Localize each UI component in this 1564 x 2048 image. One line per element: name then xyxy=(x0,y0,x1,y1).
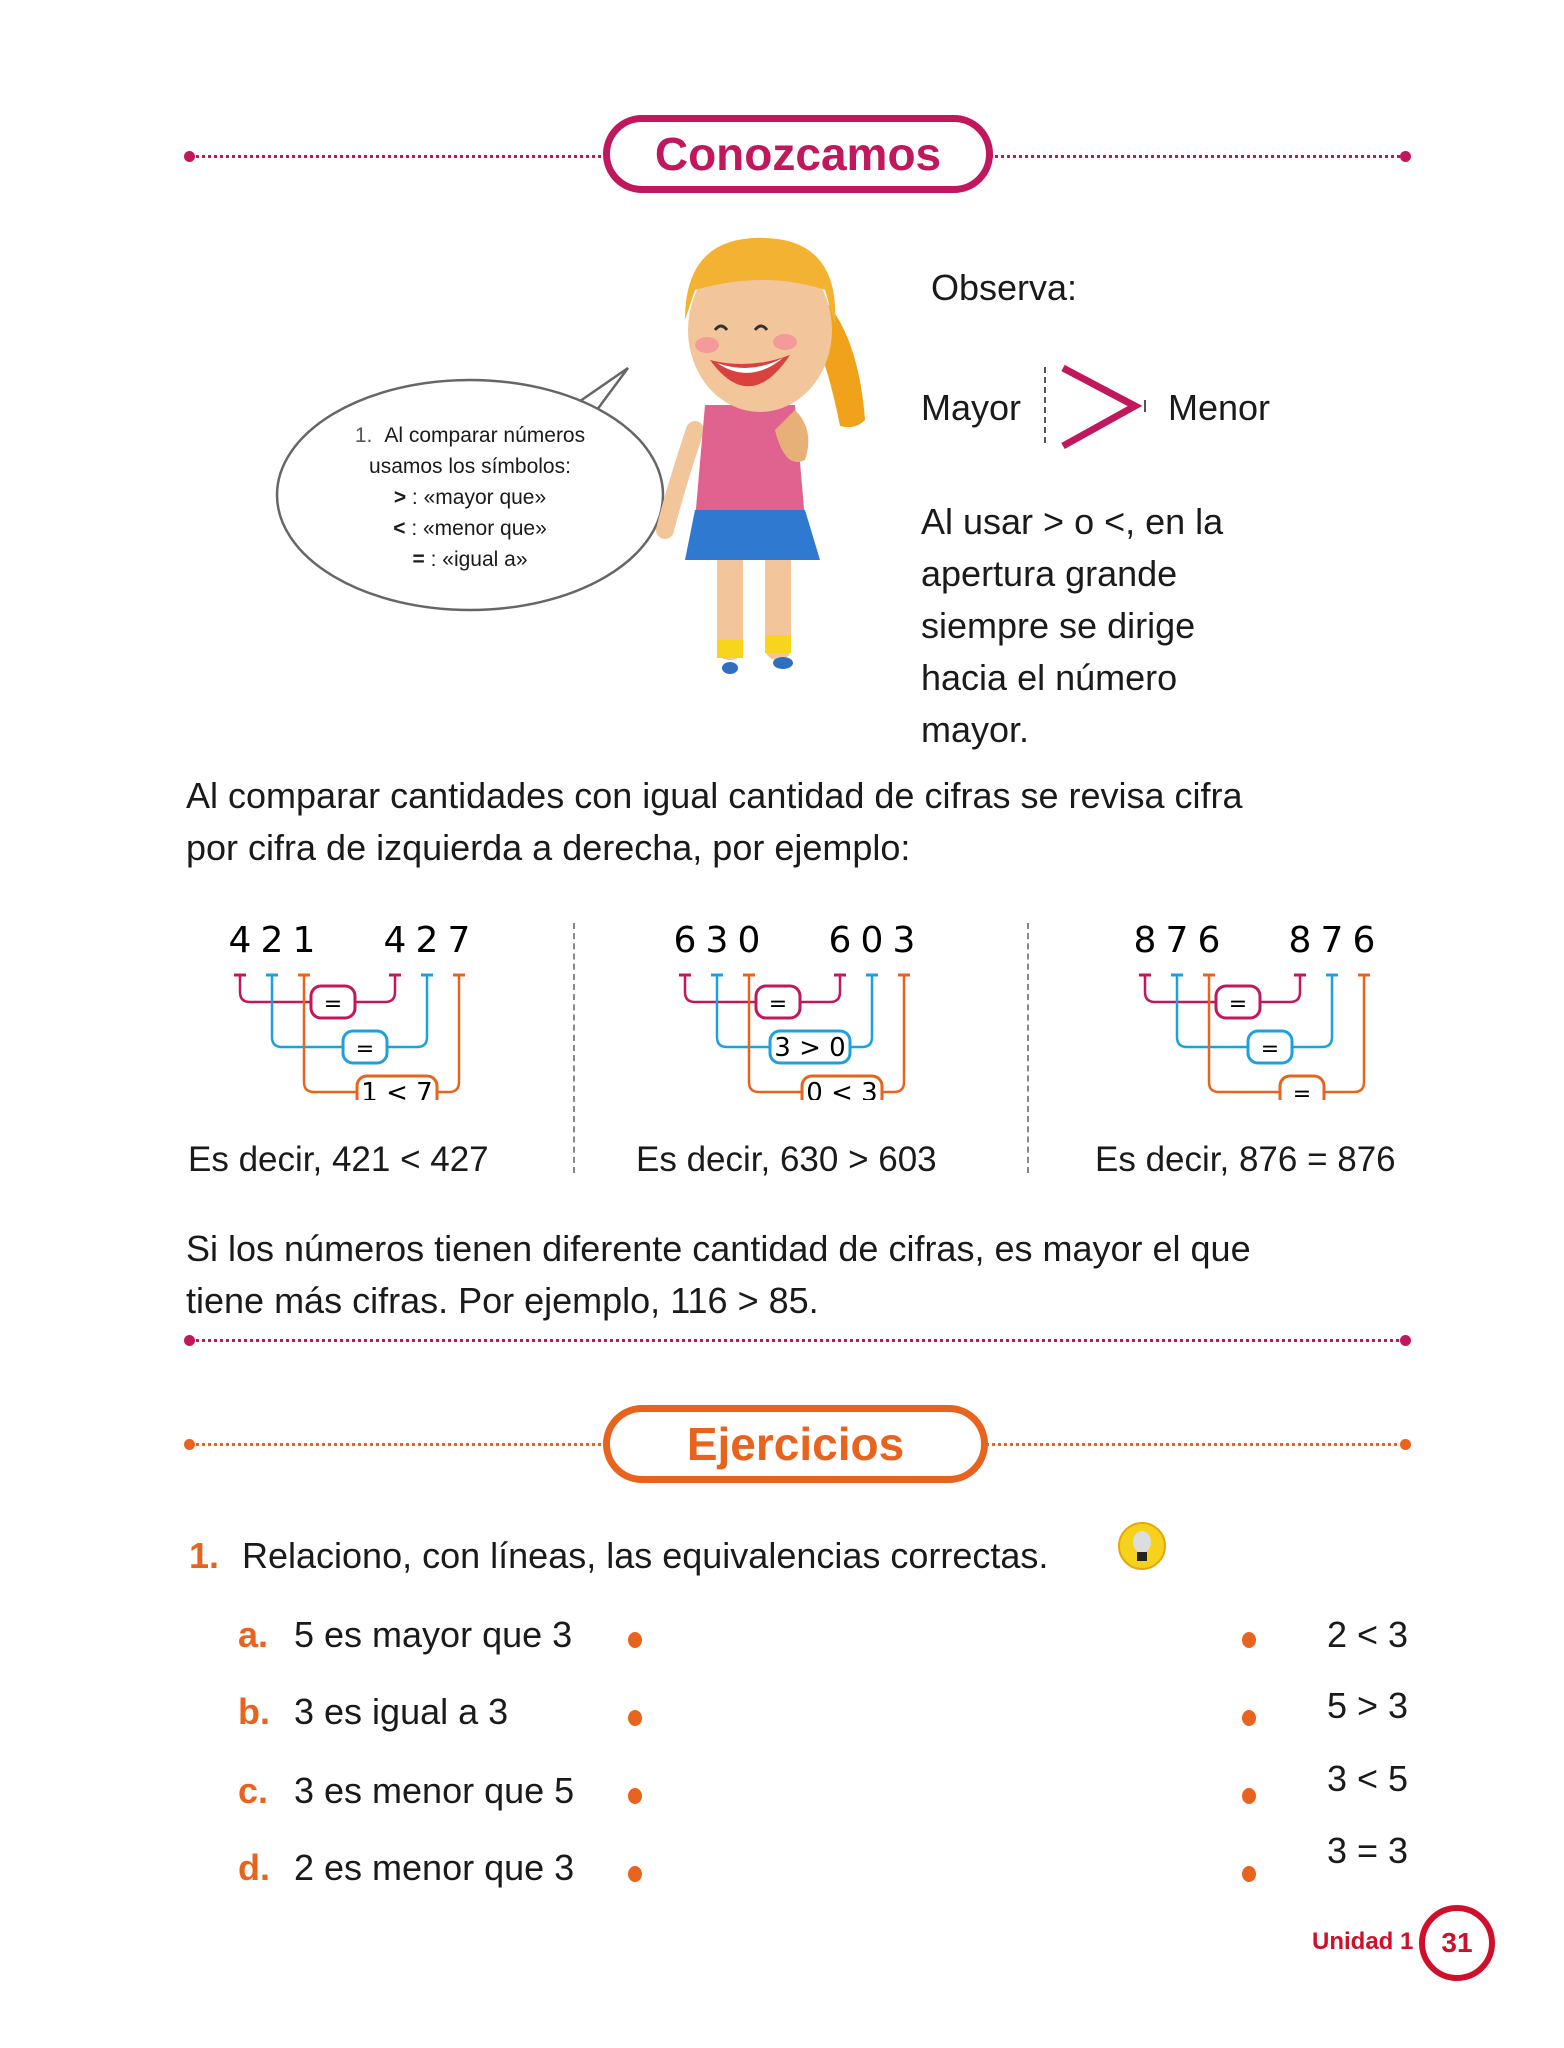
digit-first-number: 7 xyxy=(1165,920,1189,961)
question-1 xyxy=(189,1530,1048,1582)
ejercicios-divider-left xyxy=(189,1443,609,1446)
digit-second-number: 7 xyxy=(447,920,471,961)
digit-first-number: 2 xyxy=(260,920,284,961)
lt-desc: : «menor que» xyxy=(411,517,547,540)
match-right-1: 2 < 3 xyxy=(1327,1614,1409,1655)
example-summary-2: Es decir, 630 > 603 xyxy=(636,1140,937,1179)
digit-first-number: 6 xyxy=(1197,920,1221,961)
header-divider-right xyxy=(990,155,1405,158)
digit-first-number: 4 xyxy=(228,920,252,961)
match-right-2: 5 > 3 xyxy=(1327,1685,1409,1726)
divider-dot xyxy=(184,1335,195,1346)
equals-symbol: = xyxy=(412,548,425,571)
match-dot-left-b[interactable] xyxy=(628,1710,642,1726)
item-letter: b. xyxy=(238,1691,270,1732)
section-title-ejercicios xyxy=(603,1405,988,1483)
digit-first-number: 8 xyxy=(1133,920,1157,961)
page-number-badge xyxy=(1419,1905,1495,1981)
divider-dot xyxy=(184,1439,195,1450)
comparison-result-label: = xyxy=(1228,992,1248,1017)
match-left-a xyxy=(238,1614,572,1656)
explain-line: Al usar > o <, en la xyxy=(921,501,1224,542)
match-dot-right-3[interactable] xyxy=(1242,1788,1256,1804)
match-left-d xyxy=(238,1847,574,1889)
explain-line: siempre se dirige xyxy=(921,605,1196,646)
section-title-text: Conozcamos xyxy=(654,128,942,180)
question-number: 1. xyxy=(189,1535,220,1576)
match-dot-left-a[interactable] xyxy=(628,1632,642,1648)
comparison-diagram-1 xyxy=(205,900,505,1100)
digit-second-number: 4 xyxy=(383,920,407,961)
digit-second-number: 0 xyxy=(860,920,884,961)
item-letter: d. xyxy=(238,1847,270,1888)
comparison-result-label: = xyxy=(1260,1037,1280,1062)
digit-first-number: 0 xyxy=(737,920,761,961)
comparison-result-label: = xyxy=(323,992,343,1017)
divider-dot xyxy=(1400,151,1411,162)
bubble-gt xyxy=(320,482,620,513)
comparison-result-label: 3 > 0 xyxy=(774,1033,846,1063)
section-title-conozcamos xyxy=(603,115,993,193)
item-text: 3 es menor que 5 xyxy=(294,1770,575,1811)
comparison-diagram-2 xyxy=(650,900,950,1100)
comparison-result-label: = xyxy=(1292,1082,1312,1100)
match-left-c xyxy=(238,1770,574,1812)
explain-line: hacia el número xyxy=(921,657,1178,698)
comparison-result-label: = xyxy=(355,1037,375,1062)
different-line: Si los números tienen diferente cantidad de cifras, es mayor el que xyxy=(186,1228,1251,1269)
page-number: 31 xyxy=(1441,1927,1473,1958)
bubble-content xyxy=(320,420,620,575)
digit-second-number: 3 xyxy=(892,920,916,961)
digit-second-number: 6 xyxy=(828,920,852,961)
section-title-text: Ejercicios xyxy=(686,1418,905,1470)
header-divider-left xyxy=(189,155,609,158)
bubble-lt xyxy=(320,513,620,544)
girl-illustration xyxy=(655,230,875,675)
bubble-line2: usamos los símbolos: xyxy=(369,455,571,478)
different-line: tiene más cifras. Por ejemplo, 116 > 85. xyxy=(186,1280,819,1321)
match-right-3: 3 < 5 xyxy=(1327,1758,1409,1799)
greater-than-diagram-icon xyxy=(1035,362,1155,452)
bubble-line1: Al comparar números xyxy=(384,424,586,447)
diagram-separator xyxy=(1027,923,1029,1173)
divider-dot xyxy=(1400,1439,1411,1450)
explain-line: mayor. xyxy=(921,709,1030,750)
digit-second-number: 6 xyxy=(1352,920,1376,961)
comparison-result-label: 0 < 3 xyxy=(806,1078,878,1100)
divider-dot xyxy=(184,151,195,162)
unit-label: Unidad 1 xyxy=(1312,1928,1414,1955)
match-dot-left-d[interactable] xyxy=(628,1866,642,1882)
match-dot-right-1[interactable] xyxy=(1242,1632,1256,1648)
bubble-eq xyxy=(320,544,620,575)
bubble-number: 1. xyxy=(354,424,373,447)
observa-label: Observa: xyxy=(931,267,1078,308)
example-summary-3: Es decir, 876 = 876 xyxy=(1095,1140,1396,1179)
match-dot-right-4[interactable] xyxy=(1242,1866,1256,1882)
item-letter: a. xyxy=(238,1614,269,1655)
match-dot-left-c[interactable] xyxy=(628,1788,642,1804)
digit-first-number: 1 xyxy=(292,920,316,961)
greater-than-symbol: > xyxy=(393,486,407,509)
explain-line: apertura grande xyxy=(921,553,1178,594)
digit-second-number: 8 xyxy=(1288,920,1312,961)
digit-first-number: 3 xyxy=(705,920,729,961)
explanation-text xyxy=(921,496,1223,756)
intro-line: por cifra de izquierda a derecha, por ejemplo: xyxy=(186,827,911,868)
item-text: 5 es mayor que 3 xyxy=(294,1614,573,1655)
match-dot-right-2[interactable] xyxy=(1242,1710,1256,1726)
item-text: 2 es menor que 3 xyxy=(294,1847,575,1888)
divider-dot xyxy=(1400,1335,1411,1346)
less-than-symbol: < xyxy=(393,517,406,540)
ejercicios-divider-right xyxy=(985,1443,1405,1446)
item-text: 3 es igual a 3 xyxy=(294,1691,509,1732)
intro-line: Al comparar cantidades con igual cantidad de cifras se revisa cifra xyxy=(186,775,1243,816)
item-letter: c. xyxy=(238,1770,269,1811)
digit-second-number: 7 xyxy=(1320,920,1344,961)
section-end-divider xyxy=(189,1339,1405,1342)
match-right-4: 3 = 3 xyxy=(1327,1830,1409,1871)
gt-desc: : «mayor que» xyxy=(411,486,547,509)
example-summary-1: Es decir, 421 < 427 xyxy=(188,1140,489,1179)
eq-desc: : «igual a» xyxy=(430,548,528,571)
digit-first-number: 6 xyxy=(673,920,697,961)
menor-label: Menor xyxy=(1168,387,1271,428)
comparison-diagram-3 xyxy=(1110,900,1410,1100)
match-left-b xyxy=(238,1691,508,1733)
different-digits-paragraph xyxy=(186,1223,1251,1327)
intro-paragraph xyxy=(186,770,1243,874)
digit-second-number: 2 xyxy=(415,920,439,961)
mayor-label: Mayor xyxy=(921,387,1022,428)
question-text: Relaciono, con líneas, las equivalencias correctas. xyxy=(242,1535,1049,1576)
bubble-line xyxy=(320,420,620,451)
comparison-result-label: = xyxy=(768,992,788,1017)
diagram-separator xyxy=(573,923,575,1173)
lightbulb-icon xyxy=(1118,1522,1166,1572)
comparison-result-label: 1 < 7 xyxy=(361,1078,433,1100)
